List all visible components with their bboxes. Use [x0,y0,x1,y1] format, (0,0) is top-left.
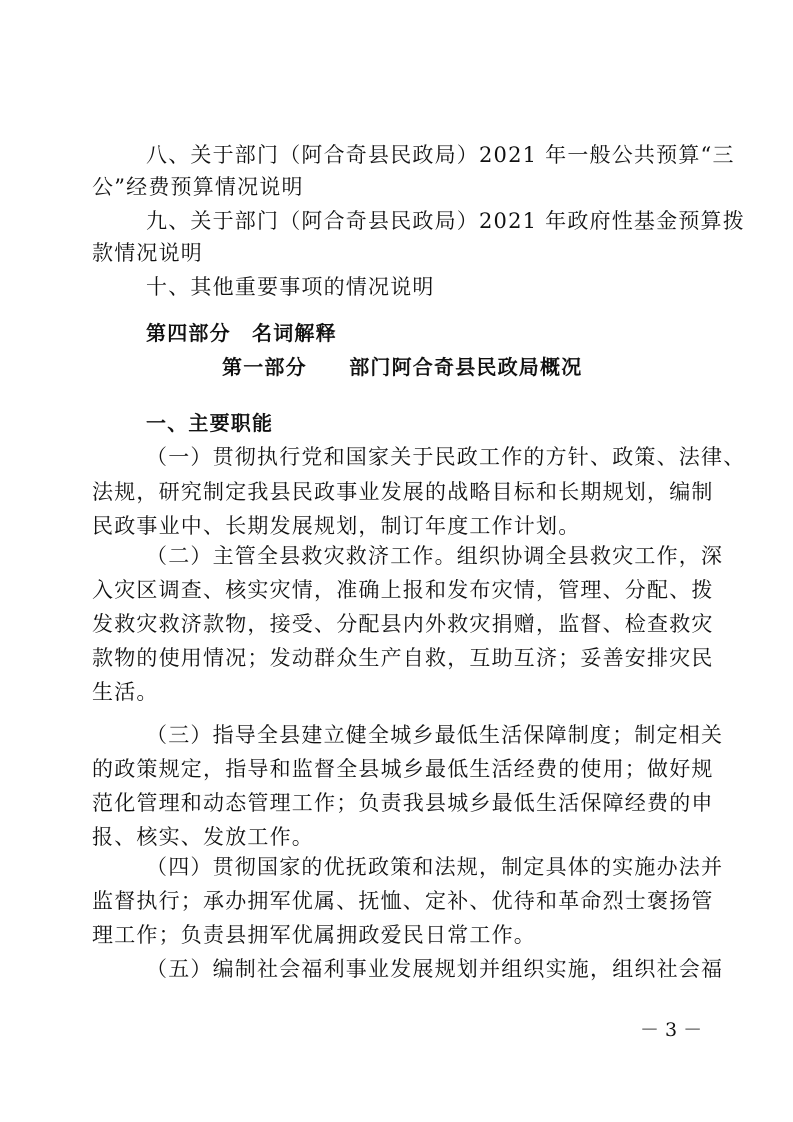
paragraph-4-line-3: 理工作；负责县拥军优属拥政爱民日常工作。 [92,923,536,947]
toc-item-8-line-1: 八、关于部门（阿合奇县民政局）2021 年一般公共预算“三 [146,143,735,167]
heading-main-duties: 一、主要职能 [146,411,274,435]
paragraph-2-line-1: （二）主管全县救灾救济工作。组织协调全县救灾工作，深 [146,544,724,568]
paragraph-3-line-1: （三）指导全县建立健全城乡最低生活保障制度；制定相关 [146,723,724,747]
toc-item-9-line-2: 款情况说明 [92,241,203,265]
paragraph-1-line-1: （一）贯彻执行党和国家关于民政工作的方针、政策、法律、 [146,445,746,469]
paragraph-3-line-2: 的政策规定，指导和监督全县城乡最低生活经费的使用；做好规 [92,757,714,781]
paragraph-3-line-3: 范化管理和动态管理工作；负责我县城乡最低生活保障经费的申 [92,791,714,815]
paragraph-2-line-3: 发救灾救济款物，接受、分配县内外救灾捐赠，监督、检查救灾 [92,612,714,636]
paragraph-5-line-1: （五）编制社会福利事业发展规划并组织实施，组织社会福 [146,957,724,981]
toc-item-8-line-2: 公”经费预算情况说明 [92,175,304,199]
paragraph-2-line-5: 生活。 [92,680,159,704]
paragraph-3-line-4: 报、核实、发放工作。 [92,825,314,849]
toc-part-4-heading: 第四部分 名词解释 [146,321,337,345]
toc-item-10: 十、其他重要事项的情况说明 [146,275,435,299]
section-title: 第一部分 部门阿合奇县民政局概况 [222,355,583,379]
paragraph-2-line-4: 款物的使用情况；发动群众生产自救，互助互济；妥善安排灾民 [92,646,714,670]
paragraph-4-line-2: 监督执行；承办拥军优属、抚恤、定补、优待和革命烈士褒扬管 [92,889,714,913]
paragraph-1-line-2: 法规，研究制定我县民政事业发展的战略目标和长期规划，编制 [92,480,714,504]
paragraph-4-line-1: （四）贯彻国家的优抚政策和法规，制定具体的实施办法并 [146,855,724,879]
paragraph-2-line-2: 入灾区调查、核实灾情，准确上报和发布灾情，管理、分配、拨 [92,578,714,602]
paragraph-1-line-3: 民政事业中、长期发展规划，制订年度工作计划。 [92,514,581,538]
page-number: － 3 － [640,1019,703,1041]
toc-item-9-line-1: 九、关于部门（阿合奇县民政局）2021 年政府性基金预算拨 [146,209,745,233]
